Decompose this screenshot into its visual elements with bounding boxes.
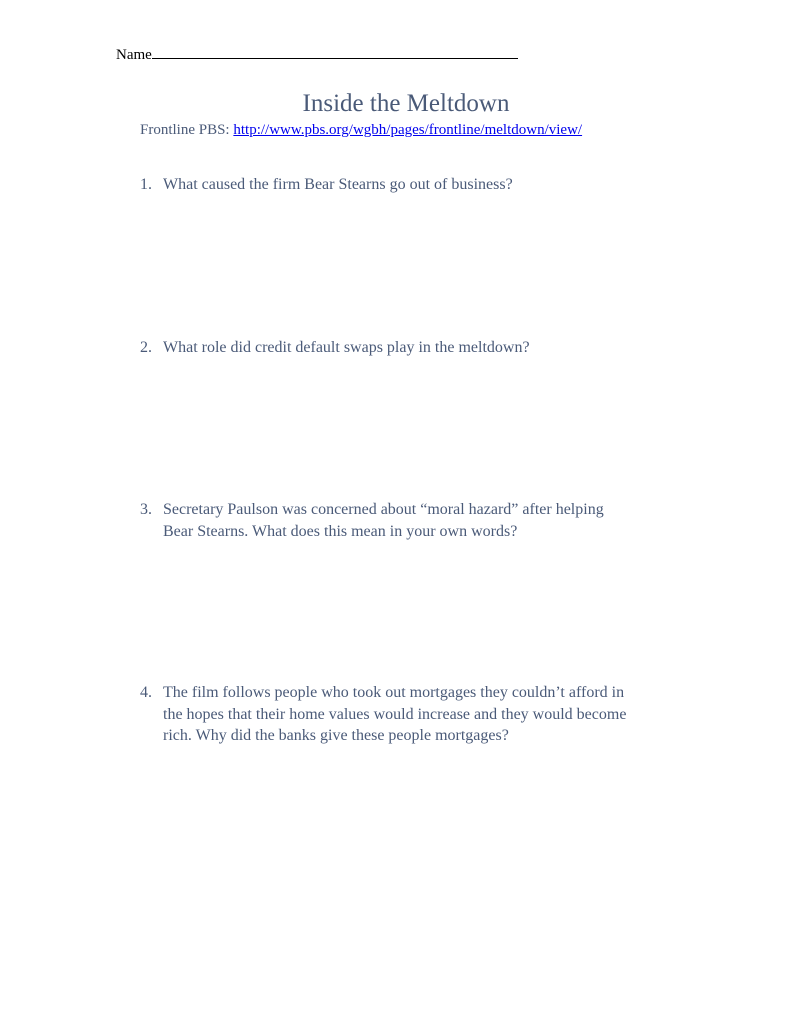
question-text-line-3: rich. Why did the banks give these people mortgages? [163, 727, 509, 744]
question-number: 4. [140, 684, 152, 701]
question-number: 3. [140, 501, 152, 518]
source-link[interactable]: http://www.pbs.org/wgbh/pages/frontline/meltdown/view/ [233, 122, 583, 138]
question-text-line-2: the hopes that their home values would increase and they would become [163, 705, 627, 723]
name-label: Name [116, 47, 152, 63]
question-number: 1. [140, 176, 152, 193]
name-blank-line[interactable] [152, 46, 518, 59]
question-text: What caused the firm Bear Stearns go out of business? [163, 176, 513, 193]
question-text: What role did credit default swaps play in the meltdown? [163, 339, 530, 356]
question-3 [140, 499, 700, 542]
name-field[interactable] [116, 46, 518, 64]
question-text-line-2: Bear Stearns. What does this mean in your own words? [163, 522, 518, 540]
question-text-line-1: Secretary Paulson was concerned about “moral hazard” after helping [163, 501, 604, 518]
page-title: Inside the Meltdown [302, 90, 510, 117]
question-text-line-1: The film follows people who took out mortgages they couldn’t afford in [163, 684, 625, 701]
question-number: 2. [140, 339, 152, 356]
source-label: Frontline PBS: [140, 122, 230, 138]
question-4 [140, 682, 700, 747]
question-1 [140, 174, 700, 196]
source-line [140, 122, 582, 139]
question-2 [140, 337, 700, 359]
